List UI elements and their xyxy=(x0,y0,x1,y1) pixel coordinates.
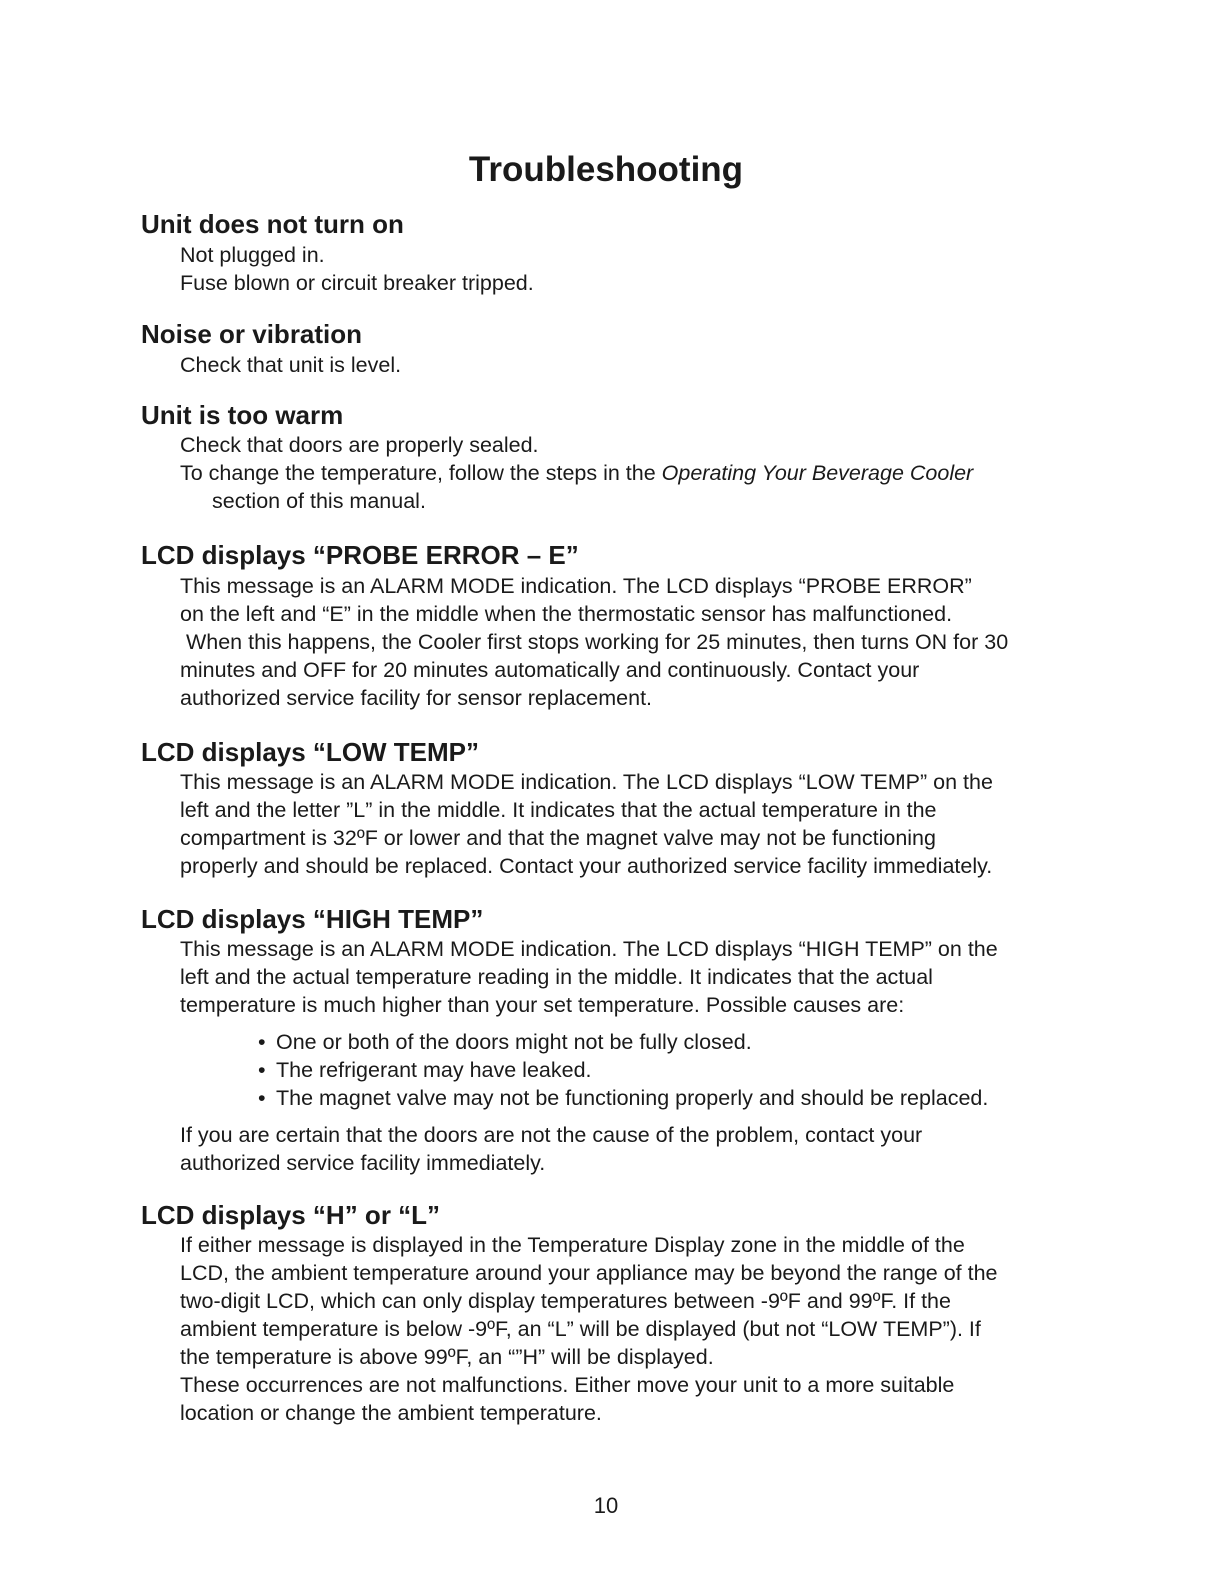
section-text-line: This message is an ALARM MODE indication. The LCD displays “PROBE ERROR” xyxy=(180,574,972,598)
section-text-line: location or change the ambient temperature. xyxy=(180,1401,602,1425)
section-text-line: left and the letter ”L” in the middle. It indicates that the actual temperature in the xyxy=(180,798,937,822)
section-text-line: When this happens, the Cooler first stops working for 25 minutes, then turns ON for 30 xyxy=(180,630,1009,654)
section-text-line: minutes and OFF for 20 minutes automatically and continuously. Contact your xyxy=(180,658,920,682)
section-text-line: These occurrences are not malfunctions. Either move your unit to a more suitable xyxy=(180,1373,955,1397)
section-text-line: Not plugged in. xyxy=(180,243,325,267)
section-heading-low-temp: LCD displays “LOW TEMP” xyxy=(141,737,480,767)
section-text-fragment: To change the temperature, follow the steps in the xyxy=(180,461,662,485)
section-text-line: If either message is displayed in the Temperature Display zone in the middle of the xyxy=(180,1233,965,1257)
section-heading-noise-or-vibration: Noise or vibration xyxy=(141,319,363,349)
section-text-line: ambient temperature is below -9ºF, an “L” will be displayed (but not “LOW TEMP”). If xyxy=(180,1317,981,1341)
section-text-line: This message is an ALARM MODE indication. The LCD displays “LOW TEMP” on the xyxy=(180,770,993,794)
section-text-line: section of this manual. xyxy=(212,489,426,513)
section-heading-unit-is-too-warm: Unit is too warm xyxy=(141,400,344,430)
section-text-line: If you are certain that the doors are not the cause of the problem, contact your xyxy=(180,1123,923,1147)
section-text-line: Check that unit is level. xyxy=(180,353,402,377)
section-text-line: properly and should be replaced. Contact your authorized service facility immediately. xyxy=(180,854,993,878)
section-text-line: authorized service facility for sensor replacement. xyxy=(180,686,653,710)
bullet-icon: • xyxy=(258,1030,266,1054)
section-text-line: the temperature is above 99ºF, an “”H” will be displayed. xyxy=(180,1345,714,1369)
section-text-line: two-digit LCD, which can only display temperatures between -9ºF and 99ºF. If the xyxy=(180,1289,951,1313)
section-text-line-with-emphasis xyxy=(180,459,973,487)
section-text-line: This message is an ALARM MODE indication. The LCD displays “HIGH TEMP” on the xyxy=(180,937,998,961)
page-number: 10 xyxy=(593,1493,619,1518)
manual-section-reference: Operating Your Beverage Cooler xyxy=(661,461,974,485)
list-item xyxy=(258,1028,752,1056)
list-item xyxy=(258,1084,988,1112)
section-heading-probe-error: LCD displays “PROBE ERROR – E” xyxy=(141,540,579,570)
section-heading-h-or-l: LCD displays “H” or “L” xyxy=(141,1200,441,1230)
list-item-text: The magnet valve may not be functioning properly and should be replaced. xyxy=(276,1086,989,1110)
page-title: Troubleshooting xyxy=(468,150,744,189)
section-text-line: LCD, the ambient temperature around your appliance may be beyond the range of the xyxy=(180,1261,998,1285)
section-text-line: left and the actual temperature reading in the middle. It indicates that the actual xyxy=(180,965,933,989)
bullet-icon: • xyxy=(258,1058,266,1082)
section-text-line: temperature is much higher than your set temperature. Possible causes are: xyxy=(180,993,905,1017)
section-text-line: compartment is 32ºF or lower and that the magnet valve may not be functioning xyxy=(180,826,936,850)
section-text-line: on the left and “E” in the middle when the thermostatic sensor has malfunctioned. xyxy=(180,602,953,626)
bullet-icon: • xyxy=(258,1086,266,1110)
section-text-line: Check that doors are properly sealed. xyxy=(180,433,539,457)
section-text-line: authorized service facility immediately. xyxy=(180,1151,546,1175)
list-item-text: The refrigerant may have leaked. xyxy=(276,1058,592,1082)
section-heading-high-temp: LCD displays “HIGH TEMP” xyxy=(141,904,484,934)
list-item xyxy=(258,1056,592,1084)
section-heading-unit-does-not-turn-on: Unit does not turn on xyxy=(141,209,404,239)
list-item-text: One or both of the doors might not be fully closed. xyxy=(276,1030,752,1054)
section-text-line: Fuse blown or circuit breaker tripped. xyxy=(180,271,534,295)
